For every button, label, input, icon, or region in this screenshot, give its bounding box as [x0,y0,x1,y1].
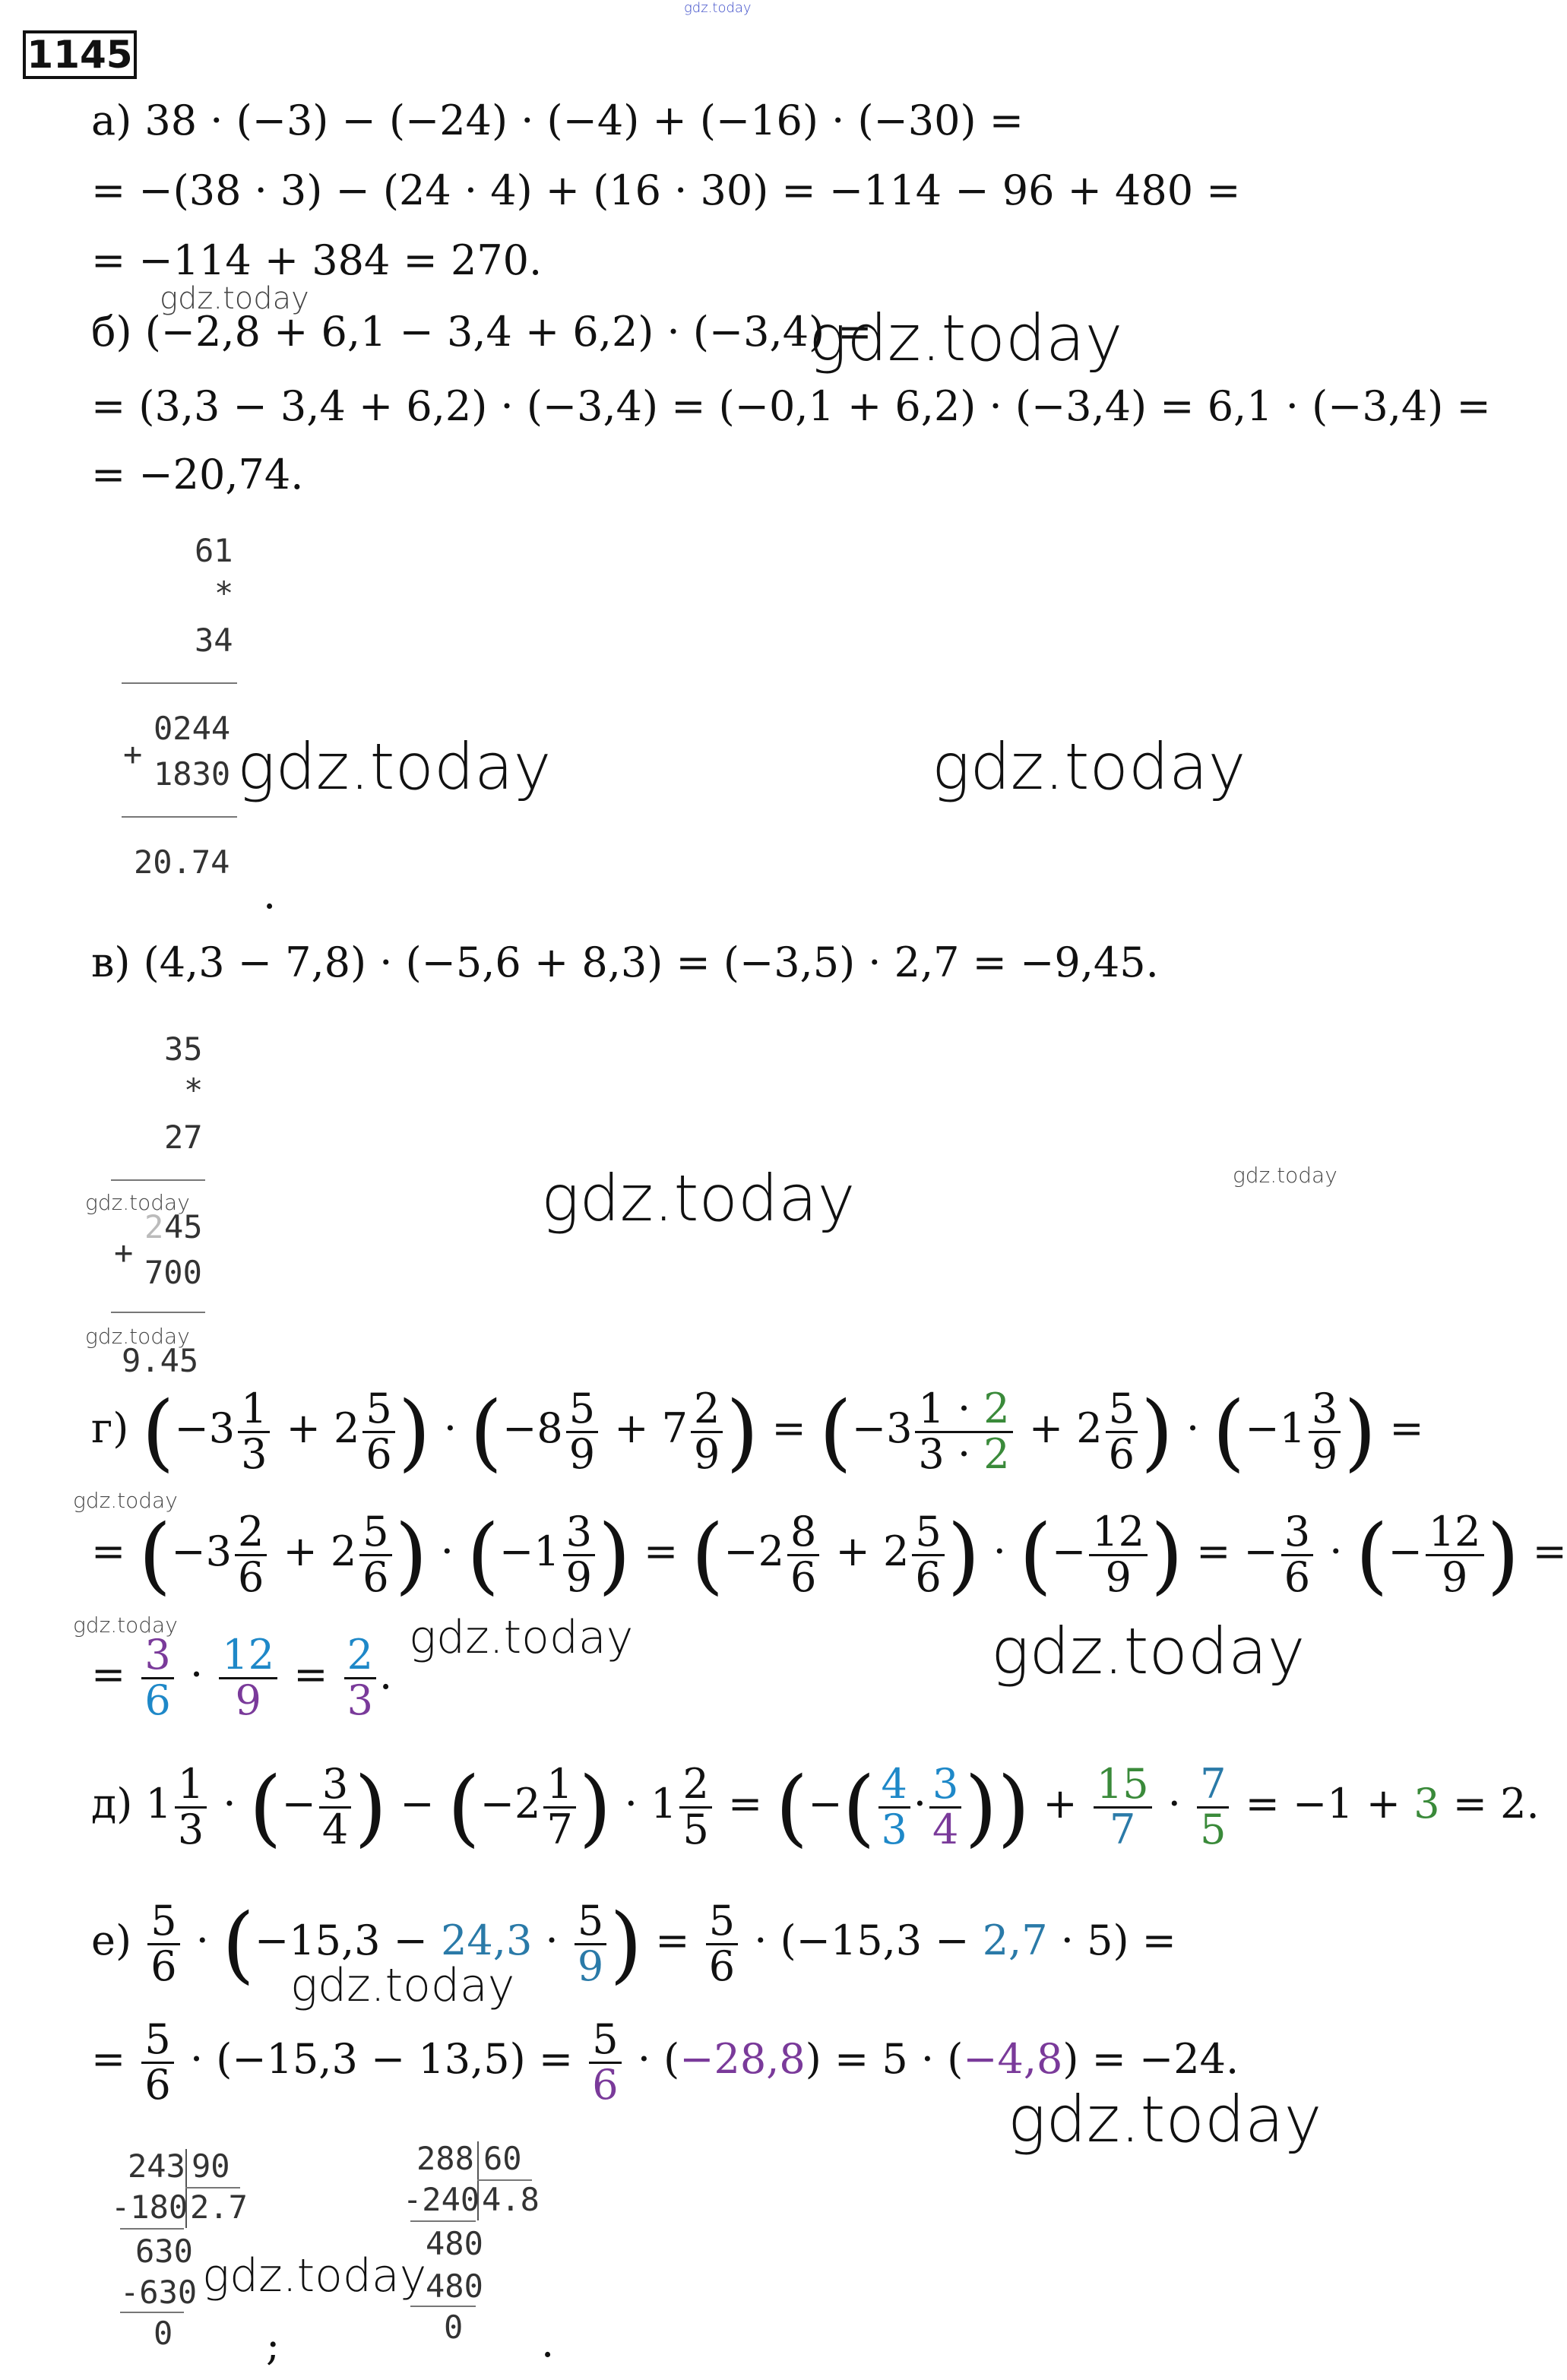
part-b-line-2: = (3,3 − 3,4 + 6,2) · (−3,4) = (−0,1 + 6,2) · (−3,4) = 6,1 · (−3,4) = [91,382,1491,430]
calc-v-rule-2 [111,1312,205,1313]
part-g-fraction: $\frac{3}{9}$ [1309,1388,1341,1476]
part-g-sign: + [286,1404,321,1453]
part-g-sign: + [1028,1404,1064,1453]
part-g-sign: · [1186,1404,1200,1453]
calc-v-rule-1 [111,1179,205,1181]
watermark: gdz.today [290,1959,515,2012]
div2-divisor: 60 [483,2140,522,2177]
part-a-line-3: = −114 + 384 = 270. [91,236,543,284]
div2-sub-1: -240 [403,2181,480,2218]
part-g-line-3 [91,1631,393,1724]
watermark: gdz.today [160,281,309,316]
div1-rule-1 [120,2228,184,2230]
part-e-fraction: $\frac{5}{6}$ [141,2018,173,2106]
part-d-whole: 1 [651,1780,677,1828]
div1-sub-2: -630 [120,2274,198,2311]
part-g-sign: − [1245,1404,1280,1453]
watermark: gdz.today [809,301,1123,375]
part-g-fraction: $\frac{8}{6}$ [787,1511,819,1599]
div1-rem-1: 630 [135,2233,193,2270]
watermark: gdz.today [202,2249,427,2302]
part-g-fraction: $\frac{2}{9}$ [691,1388,723,1476]
part-g-sign: − [723,1527,758,1576]
part-d-fraction: $\frac{1}{3}$ [175,1763,207,1851]
part-d-paren: ( [775,1758,809,1856]
calc-b-result: 20.74 [134,843,230,881]
calc-v-partial-1: 45 [164,1208,203,1245]
part-e-paren: ) [609,1895,643,1993]
part-g-paren: ) [397,1383,431,1481]
part-e-segment: −15,3 − [255,1916,428,1965]
part-g-paren: ) [394,1506,428,1604]
watermark: gdz.today [932,730,1246,804]
watermark: gdz.today [541,1161,856,1236]
part-d-paren: ) [354,1758,388,1856]
part-g-fraction: $\frac{2}{3}$ [344,1634,376,1722]
part-d-fraction: $\frac{4}{3}$ [878,1763,910,1851]
div1-rem-2: 0 [154,2315,173,2352]
part-g-whole: 7 [661,1404,689,1453]
part-g-line-2 [91,1506,1567,1604]
part-v-line-1: в) (4,3 − 7,8) · (−5,6 + 8,3) = (−3,5) · 2,7 = −9,45. [91,938,1159,986]
part-d-fraction: $\frac{1}{7}$ [543,1763,575,1851]
part-d-paren: ) [578,1758,612,1856]
watermark: gdz.today [73,1488,178,1513]
calc-v-result: 9.45 [122,1342,199,1379]
part-d-tail: = −1 + [1245,1780,1401,1828]
calc-v-partial-1-faded: 2 [144,1208,164,1245]
calc-v-operator: * [184,1071,204,1109]
part-g-sign: · [992,1527,1006,1576]
div2-dividend: 288 [416,2140,474,2177]
part-d-sign: − [480,1780,514,1828]
part-g-sign: − [174,1404,209,1453]
div1-dividend: 243 [128,2147,185,2185]
part-g-paren: ) [1140,1383,1173,1481]
part-g-fraction: $\frac{5}{6}$ [912,1511,944,1599]
part-e-purple-value: −4,8 [963,2035,1063,2084]
part-g-whole: 3 [205,1527,232,1576]
part-e-segment: · ( [637,2035,680,2084]
part-g-sign: − [1388,1527,1423,1576]
part-g-paren: ( [470,1383,503,1481]
part-d-paren: ( [447,1758,480,1856]
calc-b-factor-2: 34 [195,622,233,659]
part-g-paren: ) [597,1506,631,1604]
watermark: gdz.today [85,1190,190,1215]
div2-separator: . [541,2318,555,2366]
calc-b-dot: . [263,870,277,918]
part-g-whole: 2 [758,1527,784,1576]
div1-quotient: 2.7 [190,2189,248,2226]
part-e-fraction: $\frac{5}{6}$ [706,1900,738,1988]
part-d-fraction: $\frac{3}{4}$ [319,1763,351,1851]
part-g-fraction: $\frac{2}{6}$ [235,1511,267,1599]
part-g-whole: 2 [882,1527,910,1576]
part-g-line-1 [91,1383,1424,1481]
part-g-fraction: $\frac{12}{9}$ [1089,1511,1148,1599]
part-g-sign: + [283,1527,318,1576]
part-g-sign: + [835,1527,870,1576]
part-e-sign: = [91,2035,126,2084]
part-g-fraction: $\frac{3}{9}$ [563,1511,595,1599]
part-d-fraction: $\frac{7}{5}$ [1197,1763,1229,1851]
part-g-whole: 3 [886,1404,913,1453]
div2-rule-1 [410,2220,476,2222]
part-g-whole: 2 [1076,1404,1103,1453]
part-d-fraction: $\frac{2}{5}$ [679,1763,711,1851]
part-d-sign: − [808,1780,843,1828]
part-g-paren: ) [947,1506,980,1604]
calc-b-operator: * [214,574,234,612]
calc-v-partial-2: 700 [144,1254,202,1291]
part-e-segment: ) = −24. [1062,2035,1239,2084]
part-g-sign: = [1389,1404,1424,1453]
part-g-whole: 1 [533,1527,560,1576]
part-b-line-1: б) (−2,8 + 6,1 − 3,4 + 6,2) · (−3,4) = [91,308,872,356]
part-d-sign: · [1167,1780,1181,1828]
part-d-paren: ) [997,1758,1030,1856]
part-d-whole: 2 [514,1780,541,1828]
part-g-sign: = [771,1404,806,1453]
part-g-paren: ( [1019,1506,1053,1604]
part-g-fraction: $\frac{12}{9}$ [219,1634,277,1722]
part-g-sign: − [171,1527,206,1576]
part-g-paren: ( [691,1506,724,1604]
div2-rule-2 [410,2306,476,2307]
div2-rem-1: 480 [426,2225,483,2262]
watermark: gdz.today [991,1614,1306,1688]
part-e-fraction: $\frac{5}{9}$ [575,1900,606,1988]
watermark: gdz.today [237,730,552,804]
part-g-paren: ) [726,1383,759,1481]
div2-sub-2: 480 [426,2268,483,2305]
calc-v-factor-2: 27 [164,1119,203,1156]
part-g-sign: = [644,1527,679,1576]
part-d-label: д) [91,1780,133,1828]
part-b-line-3: = −20,74. [91,451,304,498]
part-g-sign: − [851,1404,887,1453]
part-g-sign: . [378,1650,393,1699]
calc-b-plus: + [123,736,143,773]
part-g-sign: = [91,1650,126,1699]
part-g-fraction: $\frac{12}{9}$ [1426,1511,1484,1599]
calc-b-partial-2: 1830 [154,755,231,793]
part-g-whole: 2 [330,1527,357,1576]
calc-b-rule-1 [122,682,237,684]
part-g-sign: + [614,1404,649,1453]
part-d-sign: − [281,1780,316,1828]
div1-sub-1: -180 [111,2189,188,2226]
part-e-fraction: $\frac{5}{6}$ [589,2018,621,2106]
watermark: gdz.today [409,1611,634,1664]
part-e-sign: · [545,1916,559,1965]
div1-separator: ; [266,2321,280,2369]
problem-number: 1145 [23,30,137,79]
calc-b-rule-2 [122,816,237,818]
part-d-sign: · [624,1780,638,1828]
part-g-sign: − [1052,1527,1087,1576]
part-d-fraction: $\frac{3}{4}$ [929,1763,961,1851]
calc-b-partial-1: 0244 [154,710,231,747]
part-d-tail: = 2. [1452,1780,1540,1828]
part-g-sign: · [443,1404,457,1453]
part-g-sign: = [91,1527,126,1576]
part-d-sign: · [913,1780,927,1828]
part-g-fraction: $\frac{5}{6}$ [1106,1388,1138,1476]
watermark: gdz.today [1233,1163,1337,1188]
part-d-paren: ( [249,1758,282,1856]
div1-divisor: 90 [192,2147,230,2185]
part-g-whole: 1 [1279,1404,1306,1453]
part-e-sign: · [195,1916,209,1965]
part-g-sign: − [502,1404,537,1453]
div1-rule-2 [120,2312,184,2313]
part-g-paren: ( [1355,1506,1388,1604]
part-d-sign: − [400,1780,435,1828]
part-e-segment: ) = 5 · ( [805,2035,964,2084]
calc-v-plus: + [114,1234,134,1271]
part-g-label: г) [91,1404,129,1453]
part-g-sign: = [293,1650,328,1699]
top-watermark: gdz.today [684,0,752,16]
part-g-fraction: $\frac{3}{6}$ [141,1634,173,1722]
part-e-sign: = [655,1916,690,1965]
part-a-line-2: = −(38 · 3) − (24 · 4) + (16 · 30) = −114 − 96 + 480 = [91,166,1241,214]
part-g-paren: ) [1486,1506,1520,1604]
part-d-paren: ) [964,1758,998,1856]
part-g-sign: − [499,1527,534,1576]
part-d-sign: + [1043,1780,1078,1828]
watermark: gdz.today [1008,2082,1322,2157]
part-d-paren: ( [842,1758,875,1856]
part-g-paren: ( [467,1506,499,1604]
part-d-line-1 [91,1758,1540,1856]
part-e-segment: · 5) = [1060,1916,1176,1965]
part-d-sign: · [223,1780,236,1828]
part-g-fraction: $\frac{1 \cdot 2}{3 \cdot 2}$ [915,1388,1012,1476]
part-d-green-value: 3 [1413,1780,1440,1828]
watermark: gdz.today [73,1613,178,1638]
part-g-fraction: $\frac{5}{9}$ [566,1388,598,1476]
part-g-whole: 3 [208,1404,236,1453]
part-g-paren: ) [1151,1506,1183,1604]
part-d-fraction: $\frac{15}{7}$ [1094,1763,1152,1851]
calc-v-factor-1: 35 [164,1030,203,1068]
part-g-paren: ( [1212,1383,1246,1481]
part-g-fraction: $\frac{5}{6}$ [359,1511,391,1599]
part-g-sign: · [440,1527,454,1576]
part-d-whole: 1 [145,1780,172,1828]
part-g-sign: · [1329,1527,1343,1576]
part-e-paren: ( [222,1895,255,1993]
part-e-fraction: $\frac{5}{6}$ [147,1900,179,1988]
part-g-fraction: $\frac{5}{6}$ [362,1388,394,1476]
part-e-segment: · (−15,3 − [754,1916,970,1965]
watermark: gdz.today [85,1324,190,1349]
div2-rem-2: 0 [444,2309,464,2346]
part-a-line-1: а) 38 · (−3) − (−24) · (−4) + (−16) · (−30) = [91,97,1024,144]
part-e-blue-value: 24,3 [441,1916,533,1965]
part-e-label: е) [91,1916,132,1965]
part-e-purple-value: −28,8 [679,2035,806,2084]
part-d-sign: = [728,1780,763,1828]
part-g-paren: ( [141,1383,175,1481]
part-g-sign: = [1196,1527,1231,1576]
part-e-blue-value: 2,7 [982,1916,1048,1965]
div2-quotient: 4.8 [482,2181,540,2218]
part-g-sign: · [189,1650,204,1699]
part-g-fraction: $\frac{3}{6}$ [1281,1511,1313,1599]
part-e-segment: · (−15,3 − 13,5) = [189,2035,574,2084]
part-g-whole: 2 [334,1404,360,1453]
part-g-fraction: $\frac{1}{3}$ [238,1388,270,1476]
part-g-sign: = [1532,1527,1567,1576]
part-g-whole: 8 [537,1404,563,1453]
part-g-paren: ( [818,1383,852,1481]
part-g-sign: − [1243,1527,1278,1576]
part-e-line-1 [91,1895,1176,1993]
part-g-paren: ( [138,1506,172,1604]
part-g-paren: ) [1344,1383,1377,1481]
calc-b-factor-1: 61 [195,532,233,569]
